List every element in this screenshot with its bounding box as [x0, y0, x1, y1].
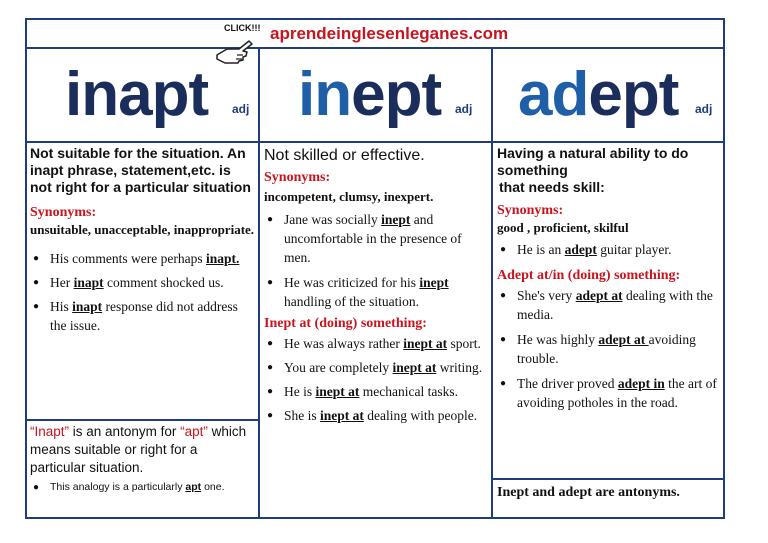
divider-under-header — [25, 47, 725, 49]
list-item: ● He is an adept guitar player. — [497, 240, 721, 259]
inapt-definition: Not suitable for the situation. An inapt phrase, statement,etc. is not right for a particular situation — [30, 145, 251, 195]
list-item: ● Jane was socially inept and uncomfortable in the presence of men. — [264, 210, 488, 267]
column-divider-2 — [491, 47, 493, 519]
list-item: ● Her inapt comment shocked us. — [30, 273, 256, 292]
list-item: ● You are completely inept at writing. — [264, 358, 488, 377]
word-adept — [518, 60, 679, 129]
pos-inapt: adj — [232, 102, 250, 116]
inept-phrase-title: Inept at (doing) something: — [264, 316, 427, 331]
inapt-note — [30, 423, 254, 495]
list-item: ● He was criticized for his inept handling of the situation. — [264, 273, 488, 311]
divider-inapt-note — [25, 419, 260, 421]
inept-examples — [264, 210, 488, 311]
list-item: ● The driver proved adept in the art of avoiding potholes in the road. — [497, 374, 721, 412]
inept-phrase-examples — [264, 334, 488, 425]
word-inapt-rest: apt — [118, 60, 209, 129]
adept-phrase-examples — [497, 286, 721, 412]
word-inapt — [65, 60, 209, 129]
pointing-hand-icon[interactable] — [213, 35, 255, 67]
list-item: ● She is inept at dealing with people. — [264, 406, 488, 425]
pos-adept: adj — [695, 102, 713, 116]
adept-synonyms: good , proficient, skilful — [497, 220, 629, 235]
inept-definition: Not skilled or effective. — [264, 147, 425, 164]
adept-phrase-title: Adept at/in (doing) something: — [497, 268, 681, 283]
word-inept-rest: ept — [351, 60, 442, 129]
inept-column — [264, 146, 488, 425]
adept-definition: Having a natural ability to do something that needs skill: — [497, 145, 689, 195]
inapt-synonyms-title: Synonyms: — [30, 205, 97, 220]
adept-examples — [497, 240, 721, 259]
word-adept-highlight: ad — [518, 60, 589, 129]
list-item: ● He was highly adept at avoiding trouble. — [497, 330, 721, 368]
list-item: ● His comments were perhaps inapt. — [30, 249, 256, 268]
word-inapt-prefix: in — [65, 60, 119, 129]
list-item: ● He was always rather inept at sport. — [264, 334, 488, 353]
inapt-examples — [30, 249, 256, 335]
inapt-synonyms: unsuitable, unacceptable, inappropriate. — [30, 222, 255, 237]
click-label: CLICK!!! — [224, 23, 261, 33]
word-inept — [298, 60, 442, 129]
divider-adept-footer — [491, 478, 725, 480]
adept-column — [497, 145, 721, 412]
word-inept-highlight: in — [298, 60, 352, 129]
adept-footer: Inept and adept are antonyms. — [497, 485, 680, 500]
list-item: ● His inapt response did not address the issue. — [30, 297, 256, 335]
inapt-analogy-list — [30, 480, 254, 495]
list-item: ● He is inept at mechanical tasks. — [264, 382, 488, 401]
inapt-column — [30, 145, 256, 335]
inept-synonyms: incompetent, clumsy, inexpert. — [264, 189, 434, 204]
inapt-antonym-note: “Inapt” is an antonym for “apt” which means suitable or right for a particular situation. — [30, 424, 247, 475]
divider-under-words — [25, 141, 725, 143]
adept-synonyms-title: Synonyms: — [497, 203, 564, 218]
pos-inept: adj — [455, 102, 473, 116]
site-link[interactable]: aprendeinglesenleganes.com — [270, 24, 509, 43]
word-adept-rest: ept — [588, 60, 679, 129]
inept-synonyms-title: Synonyms: — [264, 170, 331, 185]
column-divider-1 — [258, 47, 260, 519]
list-item: ● She's very adept at dealing with the media. — [497, 286, 721, 324]
list-item: ● This analogy is a particularly apt one. — [30, 480, 254, 495]
